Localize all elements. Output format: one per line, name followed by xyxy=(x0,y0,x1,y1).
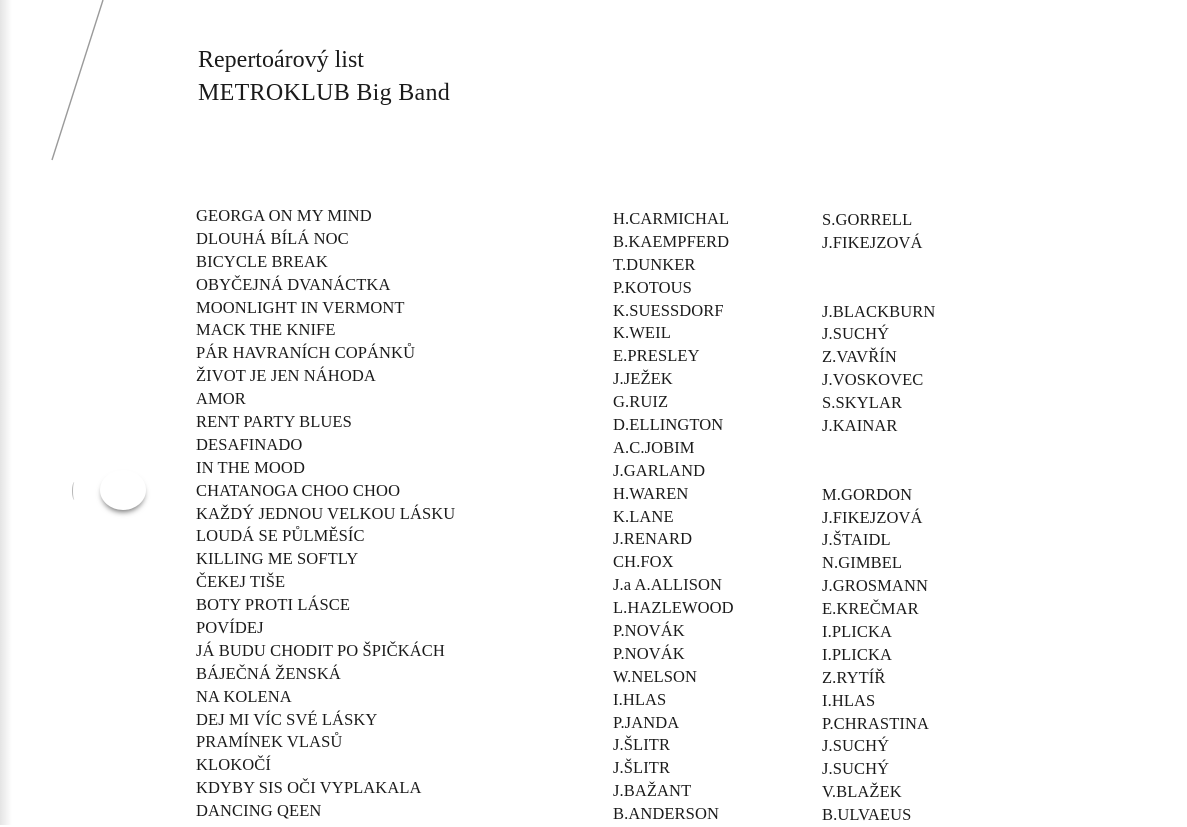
punch-hole-edge-mark xyxy=(72,482,77,500)
list-item xyxy=(196,617,1156,640)
list-item xyxy=(196,640,1156,663)
list-item xyxy=(196,709,1156,732)
song-title: IN THE MOOD xyxy=(196,457,305,477)
song-title: NA KOLENA xyxy=(196,686,292,706)
song-title: ČEKEJ TIŠE xyxy=(196,572,286,592)
document-title: Repertoárový list xyxy=(198,47,364,73)
song-lyricist: I.HLAS xyxy=(822,690,876,710)
song-title: POVÍDEJ xyxy=(196,618,264,638)
song-title: BICYCLE BREAK xyxy=(196,251,328,271)
song-title: DANCING QEEN xyxy=(196,801,322,821)
list-item xyxy=(196,571,1156,594)
song-lyricist: V.BLAŽEK xyxy=(822,782,902,802)
list-item xyxy=(196,365,1156,388)
song-composer: J.a A.ALLISON xyxy=(613,575,723,595)
song-lyricist: N.GIMBEL xyxy=(822,553,903,573)
list-item xyxy=(196,503,1156,526)
song-lyricist: J.KAINAR xyxy=(822,416,898,436)
song-title: KAŽDÝ JEDNOU VELKOU LÁSKU xyxy=(196,503,456,523)
song-composer: B.KAEMPFERD xyxy=(613,231,730,251)
song-lyricist: I.PLICKA xyxy=(822,622,893,642)
band-name: METROKLUB Big Band xyxy=(198,80,451,106)
song-title: BOTY PROTI LÁSCE xyxy=(196,595,351,615)
song-lyricist: J.GROSMANN xyxy=(822,576,928,596)
song-lyricist: I.PLICKA xyxy=(822,644,893,664)
song-composer: A.C.JOBIM xyxy=(613,437,695,457)
song-title: PRAMÍNEK VLASŮ xyxy=(196,732,343,752)
scan-edge-line xyxy=(0,0,120,200)
song-composer: J.RENARD xyxy=(613,529,693,549)
song-title: OBYČEJNÁ DVANÁCTKA xyxy=(196,274,391,294)
song-composer: J.JEŽEK xyxy=(613,369,673,389)
song-composer: P.NOVÁK xyxy=(613,643,685,663)
song-title: DEJ MI VÍC SVÉ LÁSKY xyxy=(196,709,378,729)
list-item xyxy=(196,663,1156,686)
song-lyricist: J.ŠTAIDL xyxy=(822,530,891,550)
song-title: DESAFINADO xyxy=(196,434,303,454)
song-title: KLOKOČÍ xyxy=(196,755,271,775)
song-composer: T.DUNKER xyxy=(613,254,696,274)
list-item xyxy=(196,388,1156,411)
song-lyricist: B.ULVAEUS xyxy=(822,805,912,825)
song-title: GEORGA ON MY MIND xyxy=(196,206,372,225)
song-composer: K.LANE xyxy=(613,506,674,526)
song-composer: P.JANDA xyxy=(613,712,680,732)
song-composer: J.GARLAND xyxy=(613,460,706,480)
list-item xyxy=(196,457,1156,480)
song-title: RENT PARTY BLUES xyxy=(196,412,352,432)
song-composer: H.WAREN xyxy=(613,483,689,503)
song-lyricist: Z.RYTÍŘ xyxy=(822,667,886,687)
list-item xyxy=(196,319,1156,342)
song-lyricist: M.GORDON xyxy=(822,484,913,504)
list-item xyxy=(196,205,1156,228)
song-lyricist: J.VOSKOVEC xyxy=(822,370,924,390)
song-title: PÁR HAVRANÍCH COPÁNKŮ xyxy=(196,343,416,363)
song-composer: H.CARMICHAL xyxy=(613,209,730,228)
song-lyricist: Z.VAVŘÍN xyxy=(822,347,897,367)
song-lyricist: J.SUCHÝ xyxy=(822,736,890,756)
list-item xyxy=(196,777,1156,800)
list-item xyxy=(196,686,1156,709)
list-item xyxy=(196,800,1156,823)
song-lyricist: J.SUCHÝ xyxy=(822,324,890,344)
song-composer: P.NOVÁK xyxy=(613,621,685,641)
list-item xyxy=(196,594,1156,617)
list-item xyxy=(196,274,1156,297)
song-title: MACK THE KNIFE xyxy=(196,320,336,340)
list-item xyxy=(196,731,1156,754)
song-title: AMOR xyxy=(196,389,246,409)
repertoire-list xyxy=(196,205,1156,823)
song-composer: K.SUESSDORF xyxy=(613,300,724,320)
song-title: KILLING ME SOFTLY xyxy=(196,549,359,569)
song-composer: B.ANDERSON xyxy=(613,804,719,824)
song-composer: W.NELSON xyxy=(613,666,698,686)
song-composer: J.ŠLITR xyxy=(613,735,671,755)
list-item xyxy=(196,434,1156,457)
list-item xyxy=(196,480,1156,503)
list-item xyxy=(196,754,1156,777)
song-composer: J.ŠLITR xyxy=(613,758,671,778)
song-composer: CH.FOX xyxy=(613,552,674,572)
song-title: ŽIVOT JE JEN NÁHODA xyxy=(196,366,376,386)
list-item xyxy=(196,411,1156,434)
song-title: LOUDÁ SE PŮLMĚSÍC xyxy=(196,526,365,546)
song-title: DLOUHÁ BÍLÁ NOC xyxy=(196,228,349,248)
song-lyricist: S.GORRELL xyxy=(822,210,913,229)
song-composer: L.HAZLEWOOD xyxy=(613,598,734,618)
song-composer: P.KOTOUS xyxy=(613,277,692,297)
song-title: MOONLIGHT IN VERMONT xyxy=(196,297,405,317)
punch-hole xyxy=(100,470,146,510)
song-title: CHATANOGA CHOO CHOO xyxy=(196,480,401,500)
song-composer: I.HLAS xyxy=(613,689,667,709)
song-title: BÁJEČNÁ ŽENSKÁ xyxy=(196,663,341,683)
song-lyricist: J.BLACKBURN xyxy=(822,301,936,321)
song-lyricist: J.FIKEJZOVÁ xyxy=(822,507,923,527)
song-lyricist: J.SUCHÝ xyxy=(822,759,890,779)
song-lyricist: P.CHRASTINA xyxy=(822,713,929,733)
song-title: JÁ BUDU CHODIT PO ŠPIČKÁCH xyxy=(196,640,445,660)
list-item xyxy=(196,297,1156,320)
song-lyricist: E.KREČMAR xyxy=(822,599,919,619)
list-item xyxy=(196,251,1156,274)
song-title: KDYBY SIS OČI VYPLAKALA xyxy=(196,778,422,798)
song-composer: D.ELLINGTON xyxy=(613,415,724,435)
song-lyricist: S.SKYLAR xyxy=(822,393,903,413)
song-lyricist: J.FIKEJZOVÁ xyxy=(822,232,923,252)
song-composer: E.PRESLEY xyxy=(613,346,700,366)
list-item xyxy=(196,228,1156,251)
document-header xyxy=(198,44,450,110)
song-composer: G.RUIZ xyxy=(613,392,669,412)
list-item xyxy=(196,525,1156,548)
song-composer: J.BAŽANT xyxy=(613,781,692,801)
list-item xyxy=(196,548,1156,571)
song-composer: K.WEIL xyxy=(613,323,671,343)
list-item xyxy=(196,342,1156,365)
